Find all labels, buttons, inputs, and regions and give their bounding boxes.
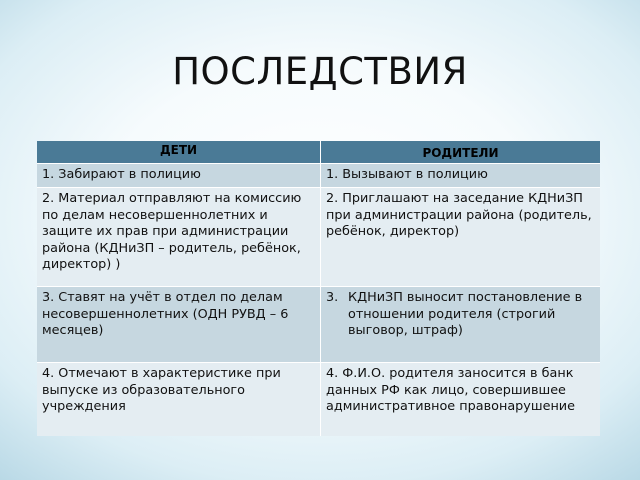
table-header-row [37,141,600,163]
cell-parents-4: 4. Ф.И.О. родителя заносится в банк данных РФ как лицо, совершившее административное правонарушение [321,362,600,436]
table-row [37,362,600,436]
header-children: ДЕТИ [37,141,321,163]
cell-parents-2: 2. Приглашают на заседание КДНиЗП при администрации района (родитель, ребёнок, директор) [321,187,600,286]
table-row [37,286,600,362]
slide-title: ПОСЛЕДСТВИЯ [172,50,468,93]
cell-children-4: 4. Отмечают в характеристике при выпуске из образовательного учреждения [37,362,321,436]
header-parents: РОДИТЕЛИ [321,141,600,163]
list-text: КДНиЗП выносит постановление в отношении родителя (строгий выговор, штраф) [348,290,583,338]
list-number: 3. [326,290,339,305]
cell-parents-1: 1. Вызывают в полицию [321,163,600,187]
cell-children-1: 1. Забирают в полицию [37,163,321,187]
cell-parents-3 [321,286,600,362]
table-row [37,163,600,187]
cell-children-2: 2. Материал отправляют на комиссию по делам несовершеннолетних и защите их прав при администрации района (КДНиЗП – родитель, ребёнок, директор) ) [37,187,321,286]
consequences-table [37,141,600,436]
cell-children-3: 3. Ставят на учёт в отдел по делам несовершеннолетних (ОДН РУВД – 6 месяцев) [37,286,321,362]
table-row [37,187,600,286]
numbered-list-item [326,290,595,340]
